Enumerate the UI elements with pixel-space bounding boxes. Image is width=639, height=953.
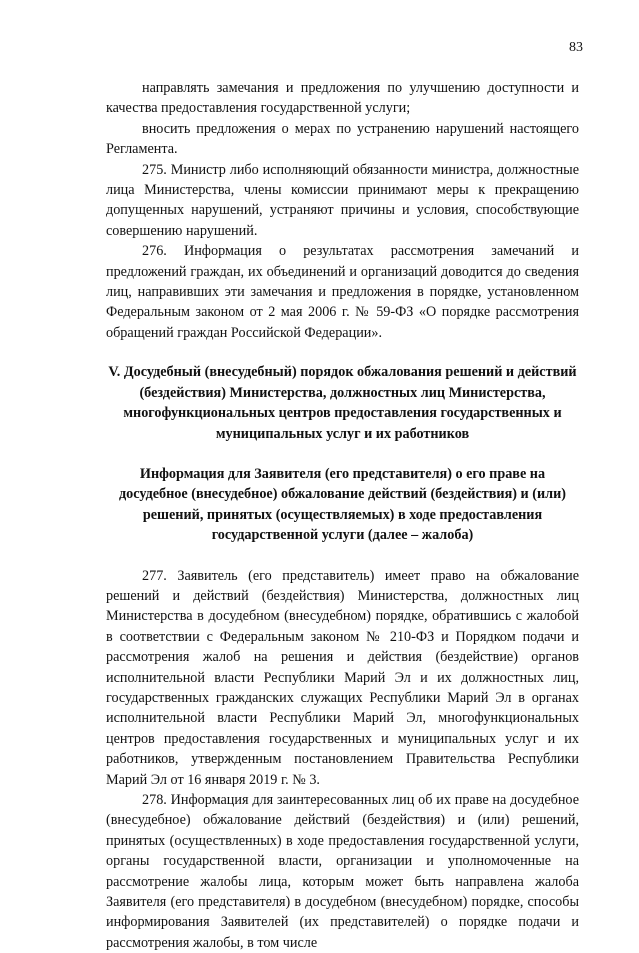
paragraph-278: 278. Информация для заинтересованных лиц об их праве на досудебное (внесудебное) обжалование действий (бездействия) и (или) решений, принятых (осуществленных) в ходе предоставления государственной услуги, органы государственной власти, организации и уполномоченные на рассмотрение жалобы лица, которым может быть направлена жалоба Заявителя (его представителя) в досудебном (внесудебном) порядке, способы информирования Заявителей (их представителей) о порядке подачи и рассмотрения жалобы, в том числе	[106, 792, 579, 951]
document-body	[106, 78, 579, 953]
paragraph-submit-proposals: вносить предложения о мерах по устранению нарушений настоящего Регламента.	[106, 120, 579, 158]
paragraph-276: 276. Информация о результатах рассмотрения замечаний и предложений граждан, их объединений и организаций доводится до сведения лиц, направивших эти замечания и предложения в порядке, установленном Федеральным законом от 2 мая 2006 г. № 59-ФЗ «О порядке рассмотрения обращений граждан Российской Федерации».	[106, 243, 579, 341]
paragraph-send-remarks: направлять замечания и предложения по улучшению доступности и качества предоставления государственной услуги;	[106, 80, 579, 117]
paragraph-277: 277. Заявитель (его представитель) имеет право на обжалование решений и действий (бездействия) Министерства, должностных лиц Министерства в досудебном (внесудебном) порядке, обратившись с жалобой в соответствии с Федеральным законом № 210-ФЗ и Порядком подачи и рассмотрения жалоб на решения и действия (бездействие) органов исполнительной власти Республики Марий Эл и их должностных лиц, государственных гражданских служащих Республики Марий Эл в органах исполнительной власти Республики Марий Эл, многофункциональных центров предоставления государственных и муниципальных услуг и их работников, утвержденным постановлением Правительства Республики Марий Эл от 16 января 2019 г. № 3.	[106, 567, 579, 788]
page-number: 83	[569, 40, 583, 55]
section-heading: V. Досудебный (внесудебный) порядок обжалования решений и действий (бездействия) Министерства, должностных лиц Министерства, многофункциональных центров предоставления государственных и муниципальных услуг и их работников	[108, 364, 577, 442]
paragraph-275: 275. Министр либо исполняющий обязанности министра, должностные лица Министерства, члены комиссии принимают меры к прекращению допущенных нарушений, устраняют причины и условия, способствующие совершению нарушений.	[106, 161, 579, 239]
subsection-heading: Информация для Заявителя (его представителя) о его праве на досудебное (внесудебное) обжалование действий (бездействия) и (или) решений, принятых (осуществляемых) в ходе предоставления государственной услуги (далее – жалоба)	[118, 465, 566, 544]
